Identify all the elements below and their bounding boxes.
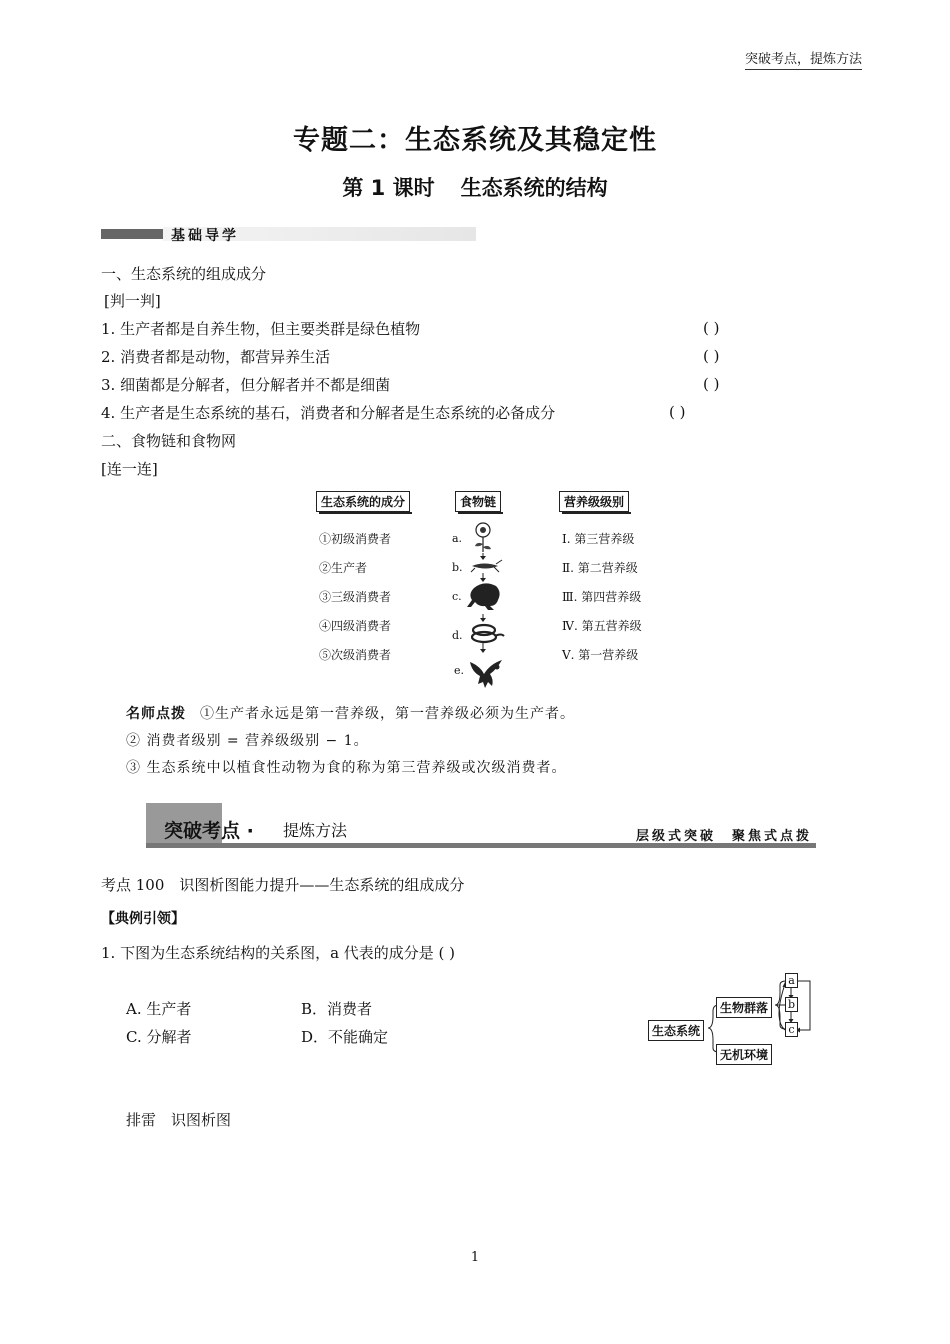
breakthrough-title-text: 突破考点: [164, 820, 241, 842]
breakthrough-title: [164, 816, 254, 843]
chain-label: c.: [452, 590, 462, 603]
breakthrough-banner: [146, 803, 816, 849]
frog-icon: [467, 583, 500, 610]
trophic-level-item: Ⅲ. 第四营养级: [562, 590, 642, 604]
part1-heading: 一、生态系统的组成成分: [101, 265, 267, 283]
sunflower-icon: [475, 523, 491, 552]
food-chain-illustration: [466, 522, 512, 694]
lesson-number: 第 1 课时: [342, 176, 435, 200]
components-header: 生态系统的成分: [316, 491, 410, 512]
judge-label: [判一判]: [104, 292, 161, 310]
basic-study-banner: [101, 226, 476, 242]
question-1: 1. 下图为生态系统结构的关系图，a 代表的成分是 ( ): [101, 944, 456, 962]
chain-label: e.: [454, 664, 465, 677]
option-d[interactable]: D．不能确定: [301, 1028, 389, 1046]
component-item: ①初级消费者: [319, 532, 392, 546]
breakthrough-subtitle: 提炼方法: [283, 821, 348, 840]
breakthrough-slogan: 层级式突破 聚焦式点拨: [635, 829, 812, 844]
biotic-community-box: 生物群落: [716, 997, 772, 1018]
answer-blank-4[interactable]: ( ): [669, 403, 686, 421]
page-title: 专题二：生态系统及其稳定性: [293, 125, 657, 156]
analysis-label: 排雷 识图析图: [126, 1111, 232, 1129]
option-a[interactable]: A. 生产者: [126, 1000, 192, 1018]
chain-label: d.: [452, 629, 463, 642]
box-a: a: [785, 973, 798, 988]
grasshopper-icon: [471, 560, 502, 572]
page-number: 1: [470, 1250, 480, 1265]
teacher-tip-text: ①生产者永远是第一营养级，第一营养级必须为生产者。: [200, 706, 575, 722]
component-item: ⑤次级消费者: [319, 648, 392, 662]
food-chain-matching-diagram: [300, 486, 660, 696]
option-c[interactable]: C. 分解者: [126, 1028, 192, 1046]
teacher-tip-label: 名师点拨: [126, 706, 186, 722]
link-label: [连一连]: [101, 460, 158, 478]
teacher-tip-line-2: ② 消费者级别 = 营养级级别 − 1。: [126, 733, 369, 749]
trophic-level-item: Ⅳ. 第五营养级: [562, 619, 642, 633]
food-chain-header: 食物链: [455, 491, 501, 512]
trophic-level-header: 营养级级别: [559, 491, 629, 512]
teacher-tip-line-3: ③ 生态系统中以植食性动物为食的称为第三营养级或次级消费者。: [126, 760, 567, 776]
chain-label: a.: [452, 532, 463, 545]
abiotic-environment-box: 无机环境: [716, 1044, 772, 1065]
box-c: c: [785, 1022, 798, 1037]
lesson-subtitle: [0, 172, 950, 202]
component-item: ④四级消费者: [319, 619, 392, 633]
exam-point-heading: 考点 100 识图析图能力提升——生态系统的组成成分: [101, 876, 465, 894]
example-label: 【典例引领】: [101, 911, 185, 927]
judge-item-1: 1. 生产者都是自养生物，但主要类群是绿色植物: [101, 320, 421, 338]
component-item: ②生产者: [319, 561, 368, 575]
basic-study-label: 基础导学: [171, 228, 239, 244]
snake-icon: [472, 625, 504, 642]
part2-heading: 二、食物链和食物网: [101, 432, 237, 450]
answer-blank-3[interactable]: ( ): [703, 375, 720, 393]
running-header: 突破考点，提炼方法: [745, 48, 862, 70]
lesson-topic: 生态系统的结构: [460, 176, 608, 200]
title-dot: ·: [246, 820, 254, 842]
ecosystem-structure-diagram: [645, 970, 825, 1070]
judge-item-3: 3. 细菌都是分解者，但分解者并不都是细菌: [101, 376, 391, 394]
answer-blank-2[interactable]: ( ): [703, 347, 720, 365]
eagle-icon: [470, 660, 502, 688]
chain-label: b.: [452, 561, 463, 574]
trophic-level-item: Ⅰ. 第三营养级: [562, 532, 635, 546]
ecosystem-box: 生态系统: [648, 1020, 704, 1041]
trophic-level-item: Ⅴ. 第一营养级: [562, 648, 639, 662]
judge-item-2: 2. 消费者都是动物，都营异养生活: [101, 348, 331, 366]
banner-dark-bar: [101, 229, 163, 239]
judge-item-4: 4. 生产者是生态系统的基石，消费者和分解者是生态系统的必备成分: [101, 404, 556, 422]
option-b[interactable]: B．消费者: [301, 1000, 373, 1018]
component-item: ③三级消费者: [319, 590, 392, 604]
trophic-level-item: Ⅱ. 第二营养级: [562, 561, 638, 575]
answer-blank-1[interactable]: ( ): [703, 319, 720, 337]
box-b: b: [785, 997, 798, 1012]
teacher-tip-line-1: [126, 704, 575, 724]
